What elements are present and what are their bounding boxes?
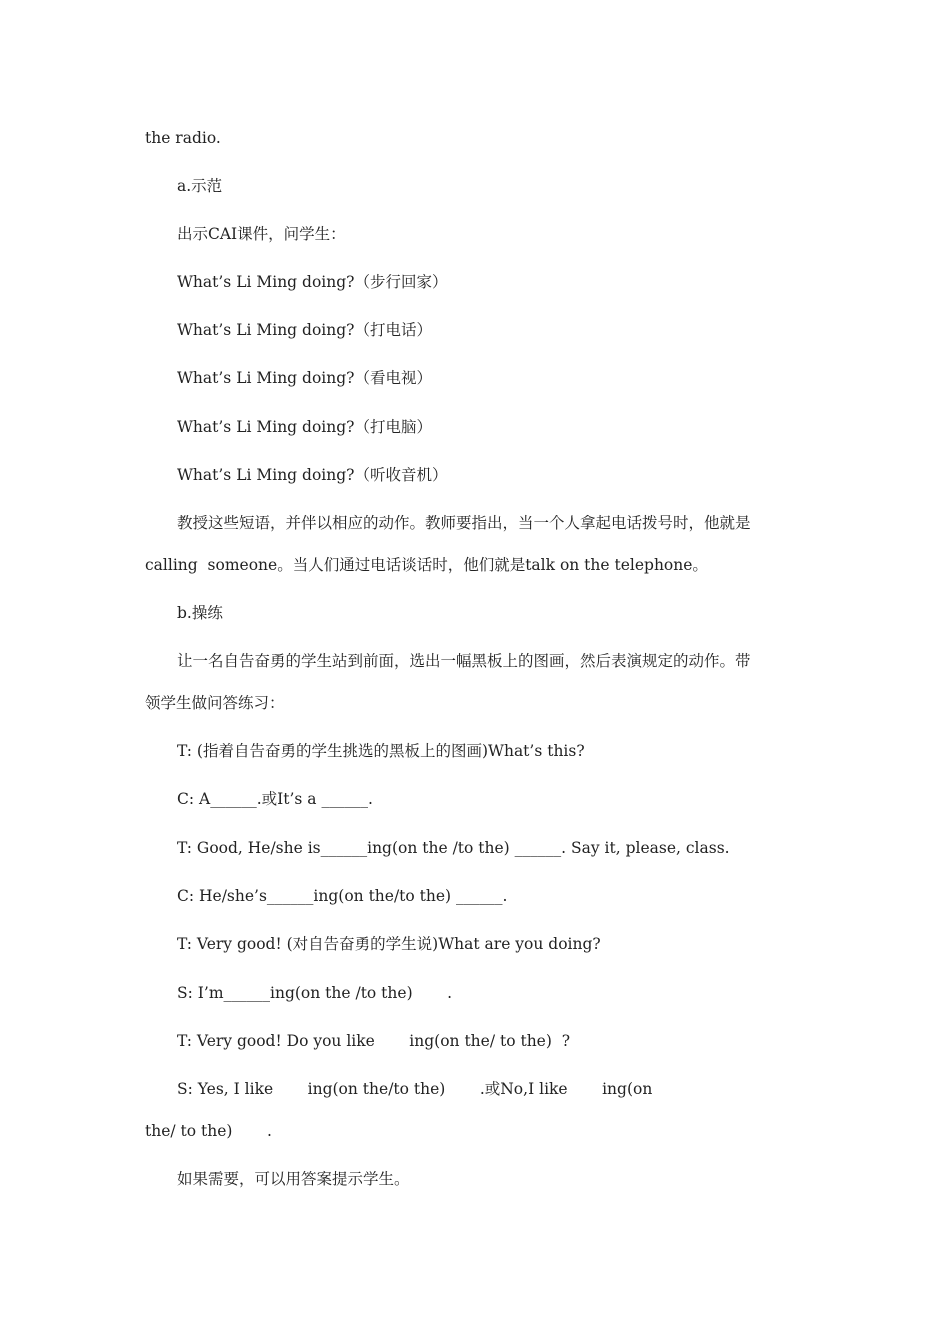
dialogue-line: S: Yes, I like ing(on the/to the) .或No,I like ing(on <box>177 1080 653 1098</box>
dialogue-line: the/ to the) . <box>145 1122 272 1140</box>
question-line: What’s Li Ming doing?（听收音机） <box>177 466 448 484</box>
paragraph-line: calling someone。当人们通过电话谈话时，他们就是talk on the telephone。 <box>145 556 708 574</box>
dialogue-line: T: Very good! (对自告奋勇的学生说)What are you doing? <box>177 935 601 953</box>
dialogue-line: T: (指着自告奋勇的学生挑选的黑板上的图画)What’s this? <box>177 742 585 760</box>
question-line: What’s Li Ming doing?（看电视） <box>177 369 432 387</box>
paragraph-line: 让一名自告奋勇的学生站到前面，选出一幅黑板上的图画，然后表演规定的动作。带 <box>177 652 751 670</box>
question-line: What’s Li Ming doing?（步行回家） <box>177 273 448 291</box>
text-line: 出示CAI课件，问学生： <box>177 225 346 243</box>
paragraph-line: 教授这些短语，并伴以相应的动作。教师要指出，当一个人拿起电话拨号时，他就是 <box>177 514 751 532</box>
paragraph-line: 领学生做问答练习： <box>145 694 285 712</box>
section-heading: a.示范 <box>177 177 223 195</box>
dialogue-line: C: A______.或It’s a ______. <box>177 790 373 808</box>
dialogue-line: T: Good, He/she is______ing(on the /to the) ______. Say it, please, class. <box>177 839 730 857</box>
text-line: 如果需要，可以用答案提示学生。 <box>177 1170 410 1188</box>
section-heading: b.操练 <box>177 604 223 622</box>
question-line: What’s Li Ming doing?（打电话） <box>177 321 432 339</box>
dialogue-line: S: I’m______ing(on the /to the) . <box>177 984 453 1002</box>
dialogue-line: T: Very good! Do you like ing(on the/ to the) ? <box>177 1032 571 1050</box>
dialogue-line: C: He/she’s______ing(on the/to the) ______. <box>177 887 508 905</box>
question-line: What’s Li Ming doing?（打电脑） <box>177 418 432 436</box>
text-line: the radio. <box>145 129 221 147</box>
